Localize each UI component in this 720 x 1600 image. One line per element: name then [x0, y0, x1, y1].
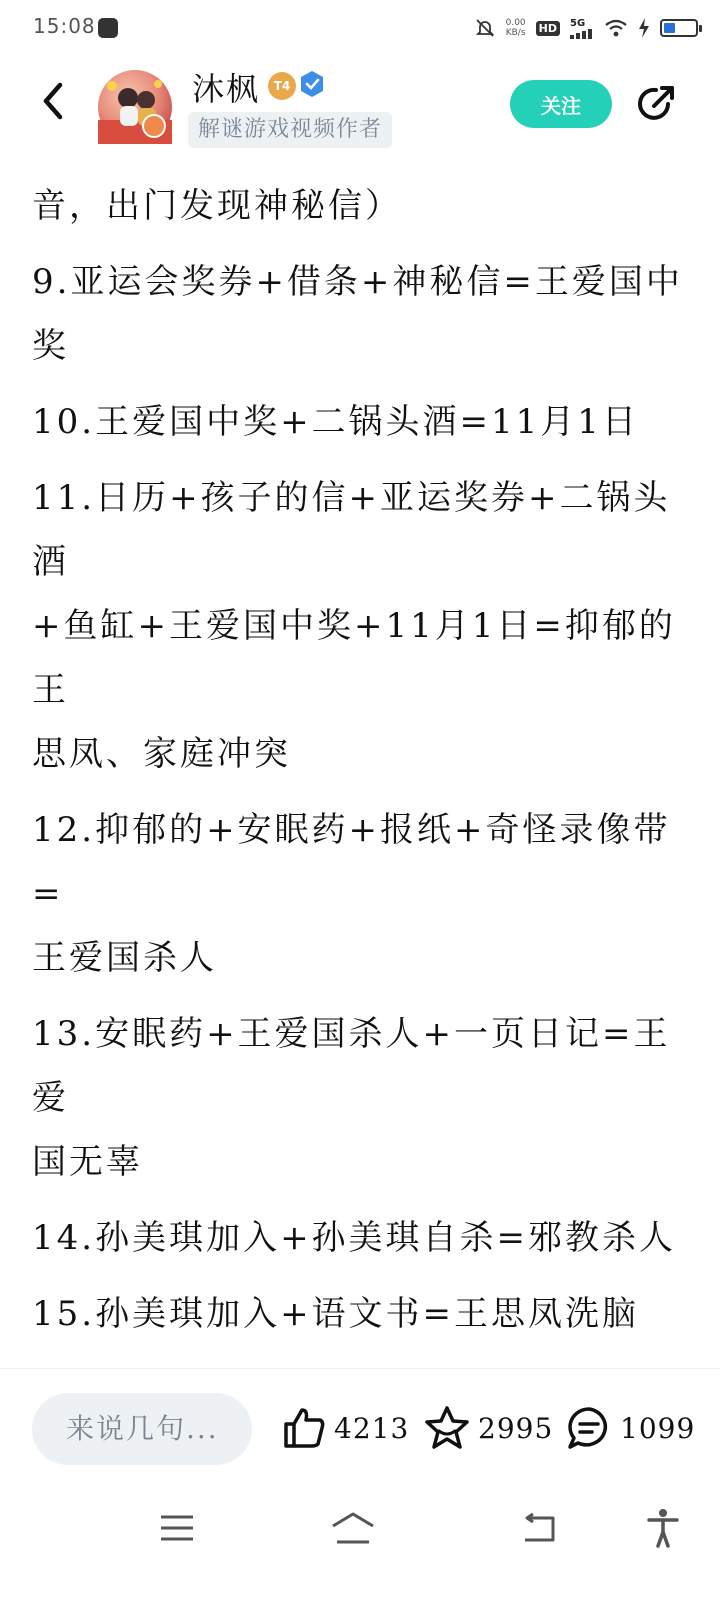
step-item [32, 1282, 692, 1346]
step-line: 15.孙美琪加入+语文书=王思凤洗脑 [32, 1294, 640, 1334]
comment-icon [566, 1405, 612, 1451]
nav-back-button[interactable] [514, 1508, 564, 1548]
favorite-button[interactable] [424, 1403, 553, 1453]
back-icon [519, 1512, 559, 1544]
follow-button[interactable]: 关注 [510, 80, 612, 128]
share-icon [632, 80, 680, 128]
status-icons [474, 14, 698, 42]
favorite-count: 2995 [478, 1411, 554, 1445]
step-item [32, 798, 692, 990]
level-badge: T4 [268, 72, 296, 100]
star-icon [424, 1405, 470, 1451]
step-item [32, 466, 692, 786]
mute-bell-icon [474, 17, 496, 39]
comment-count: 1099 [620, 1411, 696, 1445]
chevron-left-icon [38, 81, 68, 121]
author-tag: 解谜游戏视频作者 [188, 112, 392, 148]
step-line: 10.王爱国中奖+二锅头酒=11月1日 [32, 402, 639, 442]
step-line: +鱼缸+王爱国中奖+11月1日=抑郁的王 [32, 606, 676, 710]
hd-badge: HD [536, 21, 560, 36]
home-icon [329, 1510, 377, 1546]
net-speed-value: 0.00 [505, 18, 526, 28]
net-speed-unit: KB/s [505, 28, 526, 38]
app-notification-icon [98, 18, 118, 38]
verified-icon [298, 70, 326, 98]
wifi-icon [604, 18, 628, 38]
step-item [32, 390, 692, 454]
step-line: 思凤、家庭冲突 [32, 734, 291, 774]
step-line: 9.亚运会奖券+借条+神秘信=王爱国中 [32, 262, 683, 302]
article-header [0, 56, 720, 148]
battery-icon [660, 19, 698, 37]
step-item [32, 1002, 692, 1194]
system-nav-bar [0, 1490, 720, 1600]
bottom-action-bar [0, 1368, 720, 1490]
step-line: 12.抑郁的+安眠药+报纸+奇怪录像带= [32, 810, 671, 914]
step-line: 14.孙美琪加入+孙美琪自杀=邪教杀人 [32, 1218, 677, 1258]
share-button[interactable] [632, 80, 680, 128]
comment-input[interactable]: 来说几句... [32, 1393, 252, 1465]
partial-line: 音，出门发现神秘信） [32, 186, 402, 226]
back-button[interactable] [28, 76, 78, 126]
signal-label: 5G [570, 17, 586, 29]
battery-fill [664, 23, 675, 33]
step-item [32, 1206, 692, 1270]
like-count: 4213 [334, 1411, 410, 1445]
nav-menu-button[interactable] [152, 1508, 202, 1548]
status-time: 15:08 [33, 14, 96, 38]
comment-button[interactable] [566, 1403, 695, 1453]
author-name[interactable]: 沐枫 [192, 70, 261, 108]
step-line: 13.安眠药+王爱国杀人+一页日记=王爱 [32, 1014, 671, 1118]
step-line: 11.日历+孩子的信+亚运奖券+二锅头酒 [32, 478, 671, 582]
nav-home-button[interactable] [328, 1508, 378, 1548]
thumbs-up-icon [282, 1406, 326, 1450]
signal-5g-icon [570, 18, 594, 39]
net-speed [506, 18, 526, 38]
status-bar [0, 0, 720, 56]
menu-icon [159, 1513, 195, 1543]
like-button[interactable] [282, 1403, 409, 1453]
accessibility-icon [646, 1508, 680, 1548]
charging-icon [638, 18, 650, 38]
step-line: 国无辜 [32, 1142, 143, 1182]
article-content [32, 130, 692, 1370]
step-line: 王爱国杀人 [32, 938, 217, 978]
step-item [32, 250, 692, 378]
nav-accessibility-button[interactable] [638, 1508, 688, 1548]
step-line: 奖 [32, 326, 69, 366]
avatar-badge-icon [142, 114, 166, 138]
